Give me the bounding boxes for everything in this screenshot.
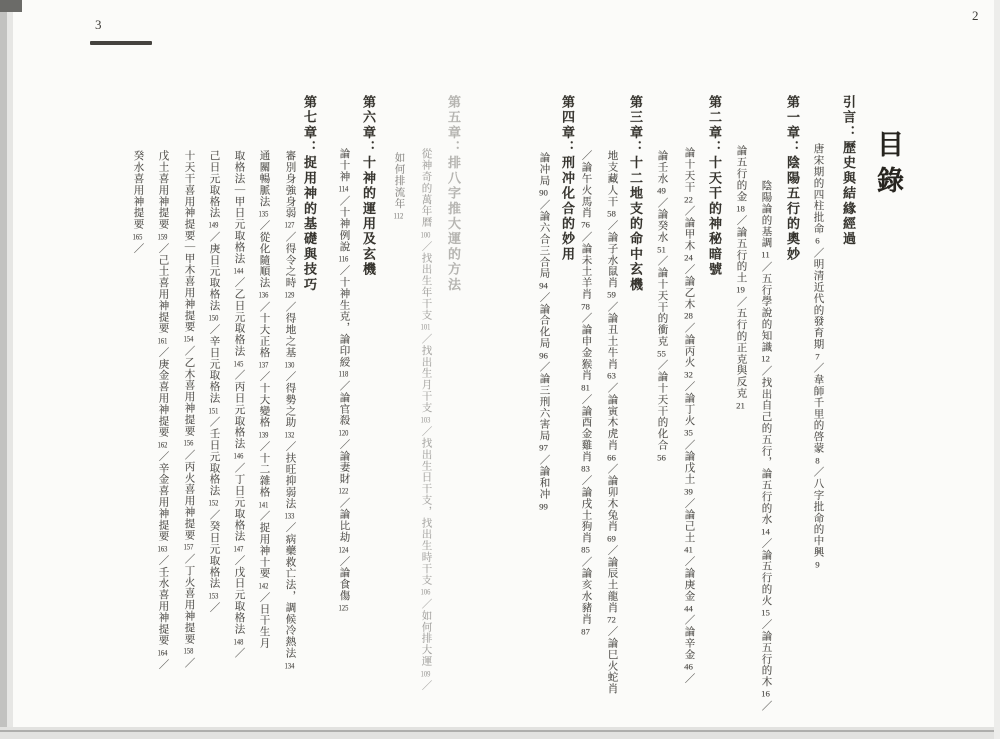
toc-column-ch3-1: 地支藏人干58／論子水鼠肖59／論丑土牛肖63／論寅木虎肖66／論卯木兔肖69／論辰土龍肖72／論巳火蛇肖 <box>606 150 618 695</box>
toc-column-ch2-2: 論壬水49／論癸水51／論十天干的衝克55／論十天干的化合56 <box>656 150 668 462</box>
scan-edge-left <box>0 0 7 739</box>
toc-heading-ch1: 第一章：陰陽五行的奧妙 <box>785 95 800 263</box>
toc-heading-ch6: 第六章：十神的運用及玄機 <box>361 95 376 278</box>
toc-heading-ch4: 第四章：刑冲化合的妙用 <box>560 95 575 263</box>
toc-column-ch7-1: 審別身強身弱127／得令之時129／得地之基130／得勢之助132／扶旺抑弱法133／病藥救亡法，調候冷熱法134 <box>284 150 296 670</box>
toc-column-ch1-2: 論五行的金18／論五行的土19／五行的正克與反克21 <box>735 145 747 410</box>
toc-column-ch7-7: 癸水喜用神提要165／ <box>132 150 144 255</box>
toc-column-ch7-5: 十天干喜用神提要｜甲木喜用神提要154／乙木喜用神提要156／丙火喜用神提要157／丁火喜用神提要158／ <box>183 150 195 669</box>
toc-column-ch2-1: 論十天干22／論甲木24／論乙木28／論丙火32／論丁火35／論戊土39／論己土41／論庚金44／論辛金46／ <box>683 147 695 685</box>
scan-edge-bottom <box>0 727 1000 739</box>
toc-title: 目錄 <box>873 130 903 202</box>
toc-heading-ch7: 第七章：捉用神的基礎與技巧 <box>302 95 317 293</box>
scan-corner-mark <box>0 0 22 12</box>
page-number-right: 2 <box>972 8 979 23</box>
toc-column-ch7-3: 取格法｜甲日元取格法144／乙日元取格法145／丙日元取格法146／丁日元取格法147／戊日元取格法148／ <box>233 150 245 659</box>
toc-heading-ch2: 第二章：十天干的神秘暗號 <box>707 95 722 278</box>
toc-column-ch3-2: ／論午火馬肖76／論未土羊肖78／論申金猴肖81／論酉金雞肖83／論戌土狗肖85／論亥水豬肖87 <box>580 150 592 636</box>
toc-column-ch5-1: 從神奇的萬年曆100／找出生年干支101／找出生月干支103／找出生日干支，找出生時干支106／如何排大運109／ <box>420 148 432 691</box>
toc-heading-ch5: 第五章：排八字推大運的方法 <box>446 95 461 293</box>
toc-heading-ch3: 第三章：十二地支的命中玄機 <box>628 95 643 293</box>
toc-column-ch1-1: 陰陽論的基調11／五行學說的知識12／找出自己的五行，論五行的水14／論五行的火15／論五行的木16／ <box>760 180 772 712</box>
toc-column-intro-1: 唐宋期的四柱批命6／明清近代的發育期7／韋師千里的啓蒙8／八字批命的中興9 <box>812 143 824 569</box>
toc-column-ch7-4: 己日元取格法149／庚日元取格法150／辛日元取格法151／壬日元取格法152／癸日元取格法153／ <box>208 150 220 614</box>
scan-edge-left-soft <box>7 0 13 739</box>
toc-column-ch4-1: 論冲局90／論六合三合局94／論合化局96／論三刑六害局97／論和冲99 <box>538 152 550 511</box>
page-number-underline <box>90 41 152 45</box>
scan-edge-right <box>994 0 1000 739</box>
toc-column-ch6-1: 論十神114／十神例說116／十神生克，論印綬118／論官殺120／論妻財122／論比劫124／論食傷125 <box>338 148 350 612</box>
page-number-left: 3 <box>95 17 102 32</box>
toc-heading-intro: 引言：歷史與結緣經過 <box>841 95 856 247</box>
toc-column-ch7-2: 通關暢脈法135／從化隨順法136／十大正格137／十大變格139／十二雜格141／捉用神十要142／日干生月 <box>258 150 270 649</box>
scan-edge-bottom-line <box>0 730 1000 732</box>
toc-column-ch5-2: 如何排流年112 <box>393 152 405 220</box>
toc-column-ch7-6: 戊土喜用神提要159／己土喜用神提要161／庚金喜用神提要162／辛金喜用神提要163／壬水喜用神提要164／ <box>157 150 169 671</box>
